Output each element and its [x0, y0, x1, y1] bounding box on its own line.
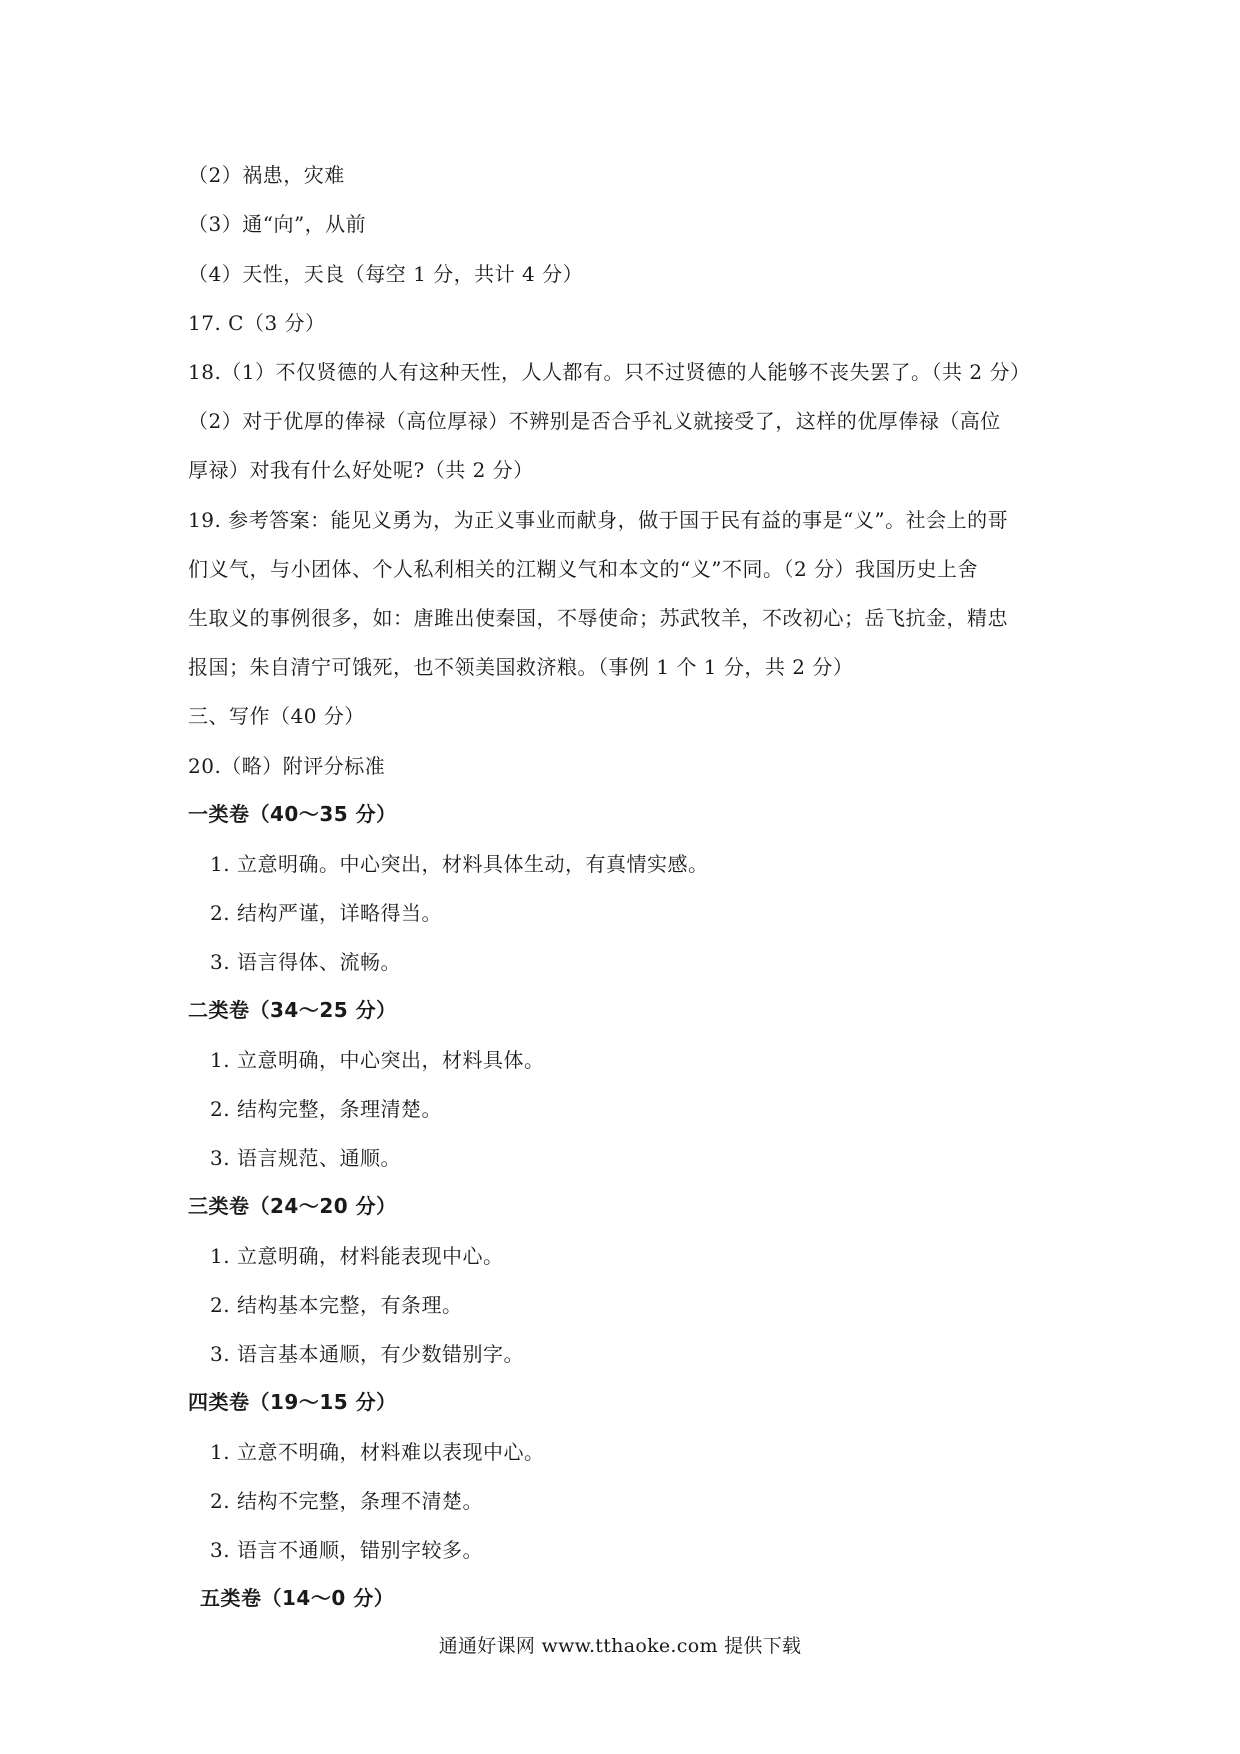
answer-18-1: 18.（1）不仅贤德的人有这种天性，人人都有。只不过贤德的人能够不丧失罢了。（共 2 分） [188, 360, 1031, 384]
rubric-category-1-title: 一类卷（40～35 分） [188, 802, 397, 826]
rubric-item: 3. 语言不通顺，错别字较多。 [210, 1538, 483, 1562]
rubric-item: 2. 结构严谨，详略得当。 [210, 901, 442, 925]
rubric-item: 1. 立意明确，材料能表现中心。 [210, 1244, 504, 1268]
rubric-item: 3. 语言基本通顺，有少数错别字。 [210, 1342, 524, 1366]
answer-16-2: （2）祸患，灾难 [188, 163, 345, 187]
rubric-item: 2. 结构完整，条理清楚。 [210, 1097, 442, 1121]
question-20: 20.（略）附评分标准 [188, 754, 386, 778]
answer-19-line2: 们义气，与小团体、个人私利相关的江糊义气和本文的“义”不同。（2 分）我国历史上舍 [188, 557, 979, 581]
answer-19-line1: 19. 参考答案：能见义勇为，为正义事业而献身，做于国于民有益的事是“义”。社会上的哥 [188, 508, 1009, 532]
rubric-item: 3. 语言规范、通顺。 [210, 1146, 401, 1170]
answer-19-line4: 报国；朱自清宁可饿死，也不领美国救济粮。（事例 1 个 1 分，共 2 分） [188, 655, 854, 679]
answer-16-4: （4）天性，天良（每空 1 分，共计 4 分） [188, 262, 584, 286]
answer-18-2-line1: （2）对于优厚的俸禄（高位厚禄）不辨别是否合乎礼义就接受了，这样的优厚俸禄（高位 [188, 409, 1001, 433]
rubric-item: 2. 结构基本完整，有条理。 [210, 1293, 463, 1317]
section-writing-title: 三、写作（40 分） [188, 704, 365, 728]
rubric-item: 3. 语言得体、流畅。 [210, 950, 401, 974]
rubric-category-3-title: 三类卷（24～20 分） [188, 1194, 397, 1218]
rubric-category-2-title: 二类卷（34～25 分） [188, 998, 397, 1022]
rubric-category-4-title: 四类卷（19～15 分） [188, 1390, 397, 1414]
answer-17: 17. C（3 分） [188, 311, 326, 335]
answer-19-line3: 生取义的事例很多，如：唐雎出使秦国，不辱使命；苏武牧羊，不改初心；岳飞抗金，精忠 [188, 606, 1008, 630]
rubric-item: 1. 立意明确，中心突出，材料具体。 [210, 1048, 545, 1072]
rubric-item: 1. 立意明确。中心突出，材料具体生动，有真情实感。 [210, 852, 709, 876]
rubric-item: 1. 立意不明确，材料难以表现中心。 [210, 1440, 545, 1464]
answer-16-3: （3）通“向”，从前 [188, 212, 367, 236]
page-footer: 通通好课网 www.tthaoke.com 提供下载 [438, 1635, 802, 1657]
answer-18-2-line2: 厚禄）对我有什么好处呢?（共 2 分） [188, 458, 534, 482]
rubric-item: 2. 结构不完整，条理不清楚。 [210, 1489, 483, 1513]
rubric-category-5-title: 五类卷（14～0 分） [200, 1586, 395, 1610]
